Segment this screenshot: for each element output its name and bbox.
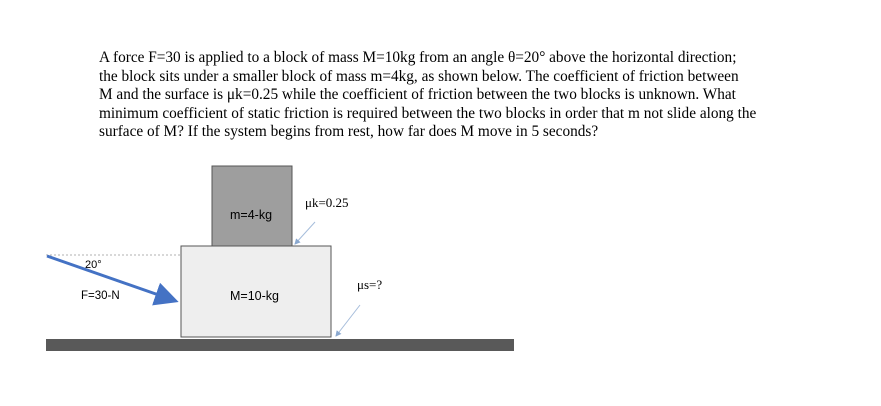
problem-line-4: minimum coefficient of static friction is required between the two blocks in order that m not slide along the [99, 104, 757, 122]
problem-line-3: M and the surface is μk=0.25 while the coefficient of friction between the two blocks is unknown. What [99, 86, 736, 103]
mu-s-label: μs=? [357, 277, 383, 292]
large-block-label: M=10-kg [230, 289, 279, 303]
problem-line-2: the block sits under a smaller block of mass m=4kg, as shown below. The coefficient of friction between [99, 67, 739, 85]
mu-s-pointer [336, 305, 360, 336]
problem-line-1: A force F=30 is applied to a block of mass M=10kg from an angle θ=20° above the horizontal direction; [99, 49, 737, 66]
small-block [212, 166, 292, 246]
mu-k-label: μk=0.25 [305, 195, 349, 210]
problem-line-5: surface of M? If the system begins from rest, how far does M move in 5 seconds? [99, 123, 599, 140]
mu-k-pointer [295, 222, 315, 244]
angle-label: 20° [85, 259, 102, 271]
small-block-label: m=4-kg [230, 208, 273, 222]
force-label: F=30-N [81, 290, 120, 302]
ground-surface [46, 339, 514, 351]
